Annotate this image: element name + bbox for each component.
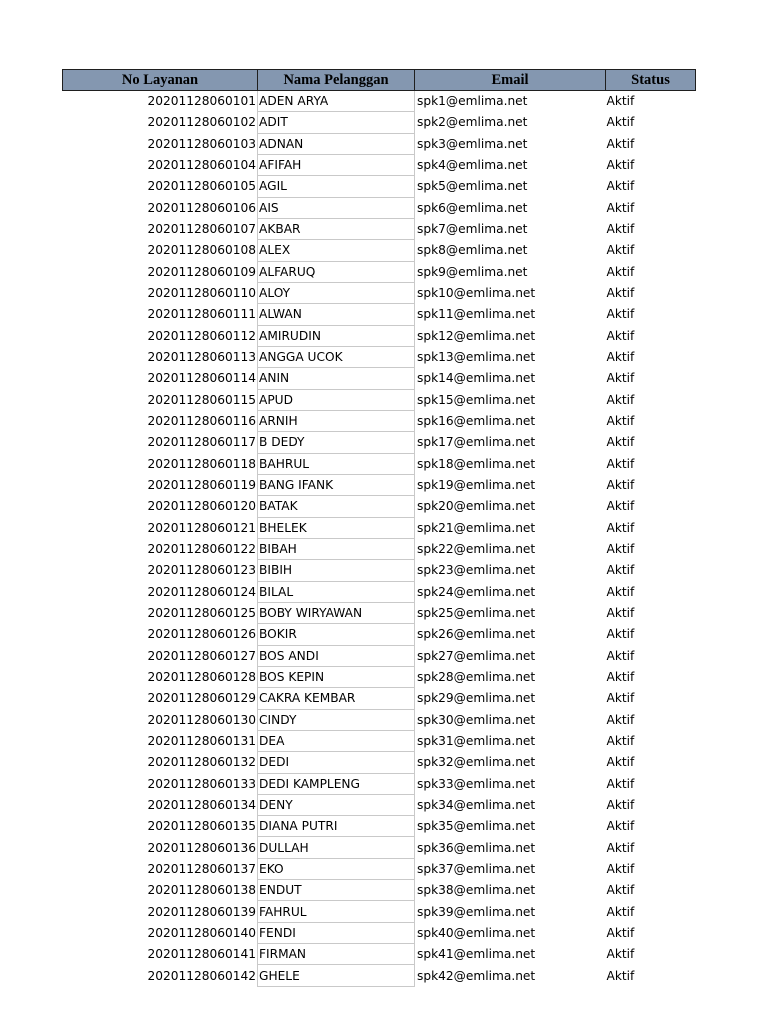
cell-status: Aktif — [606, 691, 635, 706]
cell-no-layanan: 20201128060140 — [147, 925, 256, 940]
cell-status: Aktif — [606, 755, 635, 770]
cell-no-layanan: 20201128060129 — [147, 691, 256, 706]
table-row — [63, 901, 696, 922]
cell-status: Aktif — [606, 797, 635, 812]
cell-email: spk15@emlima.net — [417, 392, 536, 407]
cell-email: spk8@emlima.net — [417, 243, 528, 258]
cell-nama-pelanggan: AFIFAH — [258, 154, 415, 175]
cell-status: Aktif — [606, 947, 635, 962]
table-row — [63, 688, 696, 709]
cell-nama-pelanggan: BIBAH — [258, 538, 415, 559]
cell-status: Aktif — [606, 94, 635, 109]
cell-no-layanan: 20201128060136 — [147, 840, 256, 855]
cell-status: Aktif — [606, 392, 635, 407]
cell-email: spk27@emlima.net — [417, 648, 536, 663]
cell-no-layanan: 20201128060114 — [147, 371, 256, 386]
cell-nama-pelanggan: BIBIH — [258, 560, 415, 581]
table-row — [63, 218, 696, 239]
cell-no-layanan: 20201128060137 — [147, 861, 256, 876]
table-row — [63, 666, 696, 687]
table-row — [63, 325, 696, 346]
cell-no-layanan: 20201128060127 — [147, 648, 256, 663]
cell-email: spk20@emlima.net — [417, 499, 536, 514]
cell-nama-pelanggan: ALOY — [258, 282, 415, 303]
cell-email: spk38@emlima.net — [417, 883, 536, 898]
cell-nama-pelanggan: BILAL — [258, 581, 415, 602]
cell-email: spk25@emlima.net — [417, 606, 536, 621]
table-row — [63, 538, 696, 559]
table-row — [63, 91, 696, 112]
table-row — [63, 560, 696, 581]
table-row — [63, 133, 696, 154]
cell-email: spk34@emlima.net — [417, 797, 536, 812]
cell-no-layanan: 20201128060131 — [147, 734, 256, 748]
cell-nama-pelanggan: AIS — [258, 197, 415, 218]
table-row — [63, 474, 696, 495]
cell-status: Aktif — [606, 499, 635, 514]
cell-status: Aktif — [606, 904, 635, 919]
cell-email: spk35@emlima.net — [417, 819, 536, 834]
cell-nama-pelanggan: ALEX — [258, 240, 415, 261]
cell-no-layanan: 20201128060116 — [147, 414, 256, 429]
cell-nama-pelanggan: B DEDY — [258, 432, 415, 453]
cell-no-layanan: 20201128060134 — [147, 797, 256, 812]
table-row — [63, 645, 696, 666]
table-row — [63, 197, 696, 218]
table-row — [63, 240, 696, 261]
customer-table — [62, 69, 696, 987]
cell-no-layanan: 20201128060123 — [147, 563, 256, 578]
cell-email: spk6@emlima.net — [417, 200, 528, 215]
cell-nama-pelanggan: DEDI — [258, 752, 415, 773]
table-body — [63, 91, 696, 987]
cell-email: spk10@emlima.net — [417, 286, 536, 301]
cell-email: spk36@emlima.net — [417, 840, 536, 855]
cell-no-layanan: 20201128060126 — [147, 627, 256, 642]
cell-nama-pelanggan: BOBY WIRYAWAN — [258, 602, 415, 623]
cell-status: Aktif — [606, 776, 635, 791]
cell-nama-pelanggan: BANG IFANK — [258, 474, 415, 495]
cell-no-layanan: 20201128060141 — [147, 947, 256, 962]
cell-status: Aktif — [606, 264, 635, 279]
cell-email: spk18@emlima.net — [417, 456, 536, 471]
cell-nama-pelanggan: AMIRUDIN — [258, 325, 415, 346]
cell-status: Aktif — [606, 627, 635, 642]
table-row — [63, 858, 696, 879]
cell-status: Aktif — [606, 200, 635, 215]
header-status: Status — [606, 70, 696, 91]
table-row — [63, 816, 696, 837]
cell-no-layanan: 20201128060119 — [147, 478, 256, 493]
cell-no-layanan: 20201128060103 — [147, 136, 256, 151]
cell-no-layanan: 20201128060138 — [147, 883, 256, 898]
cell-email: spk26@emlima.net — [417, 627, 536, 642]
cell-email: spk17@emlima.net — [417, 435, 536, 450]
cell-email: spk2@emlima.net — [417, 115, 528, 130]
cell-status: Aktif — [606, 328, 635, 343]
cell-nama-pelanggan: ADEN ARYA — [258, 91, 415, 112]
cell-no-layanan: 20201128060124 — [147, 584, 256, 599]
cell-email: spk5@emlima.net — [417, 179, 528, 194]
cell-email: spk37@emlima.net — [417, 861, 536, 876]
table-row — [63, 922, 696, 943]
table-row — [63, 752, 696, 773]
cell-no-layanan: 20201128060105 — [147, 179, 256, 194]
cell-email: spk29@emlima.net — [417, 691, 536, 706]
cell-email: spk42@emlima.net — [417, 968, 536, 983]
cell-nama-pelanggan: GHELE — [258, 965, 415, 986]
cell-nama-pelanggan: DIANA PUTRI — [258, 816, 415, 837]
cell-nama-pelanggan: ADIT — [258, 112, 415, 133]
cell-email: spk19@emlima.net — [417, 478, 536, 493]
cell-nama-pelanggan: ANGGA UCOK — [258, 346, 415, 367]
cell-nama-pelanggan: AKBAR — [258, 218, 415, 239]
header-no-layanan: No Layanan — [63, 70, 258, 91]
table-row — [63, 602, 696, 623]
cell-status: Aktif — [606, 222, 635, 237]
cell-no-layanan: 20201128060110 — [147, 286, 256, 301]
cell-status: Aktif — [606, 286, 635, 301]
cell-nama-pelanggan: DULLAH — [258, 837, 415, 858]
cell-status: Aktif — [606, 883, 635, 898]
cell-no-layanan: 20201128060107 — [147, 222, 256, 237]
cell-status: Aktif — [606, 712, 635, 727]
cell-email: spk31@emlima.net — [417, 734, 536, 748]
cell-no-layanan: 20201128060111 — [147, 307, 256, 322]
header-nama-pelanggan: Nama Pelanggan — [258, 70, 415, 91]
table-row — [63, 709, 696, 730]
cell-no-layanan: 20201128060112 — [147, 328, 256, 343]
cell-email: spk22@emlima.net — [417, 542, 536, 557]
table-row — [63, 112, 696, 133]
cell-email: spk21@emlima.net — [417, 520, 536, 535]
cell-nama-pelanggan: EKO — [258, 858, 415, 879]
table-row — [63, 176, 696, 197]
cell-status: Aktif — [606, 606, 635, 621]
cell-no-layanan: 20201128060102 — [147, 115, 256, 130]
table-row — [63, 304, 696, 325]
cell-nama-pelanggan: DENY — [258, 794, 415, 815]
cell-email: spk4@emlima.net — [417, 158, 528, 173]
cell-email: spk1@emlima.net — [417, 94, 528, 109]
table-row — [63, 432, 696, 453]
cell-email: spk9@emlima.net — [417, 264, 528, 279]
cell-nama-pelanggan: ALWAN — [258, 304, 415, 325]
cell-status: Aktif — [606, 520, 635, 535]
cell-status: Aktif — [606, 179, 635, 194]
cell-no-layanan: 20201128060133 — [147, 776, 256, 791]
cell-status: Aktif — [606, 584, 635, 599]
cell-status: Aktif — [606, 136, 635, 151]
cell-no-layanan: 20201128060122 — [147, 542, 256, 557]
cell-no-layanan: 20201128060139 — [147, 904, 256, 919]
table-row — [63, 154, 696, 175]
cell-status: Aktif — [606, 670, 635, 685]
cell-nama-pelanggan: BAHRUL — [258, 453, 415, 474]
cell-status: Aktif — [606, 350, 635, 365]
cell-email: spk39@emlima.net — [417, 904, 536, 919]
cell-nama-pelanggan: AGIL — [258, 176, 415, 197]
table-row — [63, 581, 696, 602]
cell-email: spk30@emlima.net — [417, 712, 536, 727]
cell-nama-pelanggan: ARNIH — [258, 410, 415, 431]
cell-no-layanan: 20201128060130 — [147, 712, 256, 727]
cell-nama-pelanggan: ANIN — [258, 368, 415, 389]
table-row — [63, 368, 696, 389]
table-row — [63, 517, 696, 538]
cell-no-layanan: 20201128060142 — [147, 968, 256, 983]
cell-status: Aktif — [606, 734, 635, 748]
table-row — [63, 794, 696, 815]
cell-status: Aktif — [606, 115, 635, 130]
cell-no-layanan: 20201128060113 — [147, 350, 256, 365]
cell-email: spk23@emlima.net — [417, 563, 536, 578]
table-row — [63, 773, 696, 794]
cell-email: spk41@emlima.net — [417, 947, 536, 962]
cell-status: Aktif — [606, 925, 635, 940]
cell-status: Aktif — [606, 861, 635, 876]
cell-email: spk33@emlima.net — [417, 776, 536, 791]
cell-nama-pelanggan: ADNAN — [258, 133, 415, 154]
cell-nama-pelanggan: FIRMAN — [258, 944, 415, 965]
cell-no-layanan: 20201128060109 — [147, 264, 256, 279]
table-row — [63, 261, 696, 282]
cell-email: spk32@emlima.net — [417, 755, 536, 770]
cell-nama-pelanggan: CAKRA KEMBAR — [258, 688, 415, 709]
cell-status: Aktif — [606, 243, 635, 258]
cell-no-layanan: 20201128060120 — [147, 499, 256, 514]
cell-email: spk11@emlima.net — [417, 307, 536, 322]
table-row — [63, 410, 696, 431]
cell-status: Aktif — [606, 563, 635, 578]
table-row — [63, 880, 696, 901]
cell-nama-pelanggan: BOS KEPIN — [258, 666, 415, 687]
table-row — [63, 453, 696, 474]
cell-nama-pelanggan: BATAK — [258, 496, 415, 517]
cell-no-layanan: 20201128060118 — [147, 456, 256, 471]
cell-nama-pelanggan: CINDY — [258, 709, 415, 730]
cell-status: Aktif — [606, 542, 635, 557]
cell-nama-pelanggan: APUD — [258, 389, 415, 410]
cell-email: spk24@emlima.net — [417, 584, 536, 599]
cell-status: Aktif — [606, 307, 635, 322]
cell-nama-pelanggan: BOS ANDI — [258, 645, 415, 666]
cell-no-layanan: 20201128060125 — [147, 606, 256, 621]
cell-email: spk28@emlima.net — [417, 670, 536, 685]
cell-status: Aktif — [606, 648, 635, 663]
cell-no-layanan: 20201128060135 — [147, 819, 256, 834]
cell-no-layanan: 20201128060132 — [147, 755, 256, 770]
table-row — [63, 282, 696, 303]
cell-nama-pelanggan: DEDI KAMPLENG — [258, 773, 415, 794]
cell-no-layanan: 20201128060115 — [147, 392, 256, 407]
cell-email: spk3@emlima.net — [417, 136, 528, 151]
cell-status: Aktif — [606, 371, 635, 386]
cell-status: Aktif — [606, 968, 635, 983]
cell-nama-pelanggan: DEA — [258, 730, 415, 751]
cell-status: Aktif — [606, 158, 635, 173]
cell-no-layanan: 20201128060101 — [147, 94, 256, 109]
header-row — [63, 70, 696, 91]
cell-nama-pelanggan: BOKIR — [258, 624, 415, 645]
cell-no-layanan: 20201128060104 — [147, 158, 256, 173]
cell-status: Aktif — [606, 478, 635, 493]
cell-email: spk14@emlima.net — [417, 371, 536, 386]
table-row — [63, 496, 696, 517]
cell-email: spk7@emlima.net — [417, 222, 528, 237]
cell-nama-pelanggan: ENDUT — [258, 880, 415, 901]
cell-status: Aktif — [606, 435, 635, 450]
table-row — [63, 346, 696, 367]
table-row — [63, 965, 696, 986]
table-row — [63, 389, 696, 410]
cell-status: Aktif — [606, 414, 635, 429]
cell-nama-pelanggan: FENDI — [258, 922, 415, 943]
cell-no-layanan: 20201128060121 — [147, 520, 256, 535]
cell-no-layanan: 20201128060108 — [147, 243, 256, 258]
cell-no-layanan: 20201128060128 — [147, 670, 256, 685]
cell-nama-pelanggan: FAHRUL — [258, 901, 415, 922]
cell-email: spk40@emlima.net — [417, 925, 536, 940]
cell-email: spk12@emlima.net — [417, 328, 536, 343]
cell-status: Aktif — [606, 840, 635, 855]
cell-status: Aktif — [606, 456, 635, 471]
cell-email: spk13@emlima.net — [417, 350, 536, 365]
table-row — [63, 944, 696, 965]
cell-status: Aktif — [606, 819, 635, 834]
cell-nama-pelanggan: ALFARUQ — [258, 261, 415, 282]
header-email: Email — [415, 70, 606, 91]
cell-no-layanan: 20201128060106 — [147, 200, 256, 215]
table-row — [63, 837, 696, 858]
cell-no-layanan: 20201128060117 — [147, 435, 256, 450]
cell-email: spk16@emlima.net — [417, 414, 536, 429]
table-row — [63, 730, 696, 751]
cell-nama-pelanggan: BHELEK — [258, 517, 415, 538]
table-row — [63, 624, 696, 645]
